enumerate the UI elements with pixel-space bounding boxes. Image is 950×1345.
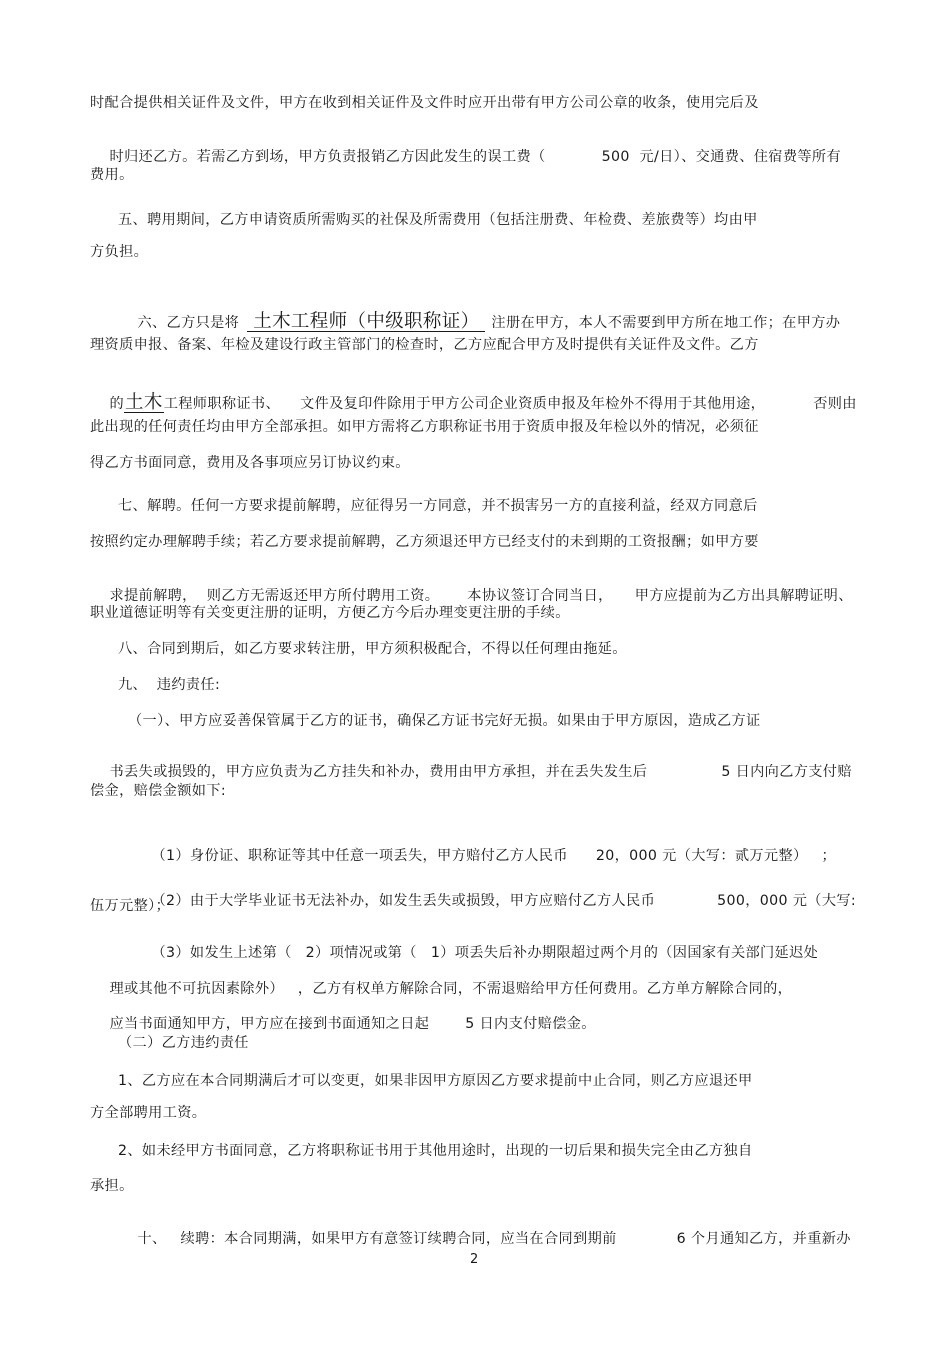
text-segment: 时归还乙方。若需乙方到场，甲方负责报销乙方因此发生的误工费（ — [109, 149, 546, 165]
text-segment: 注册在甲方，本人不需要到甲方所在地工作；在甲方办 — [491, 315, 841, 331]
text-line: 时配合提供相关证件及文件，甲方在收到相关证件及文件时应开出带有甲方公司公章的收条，使用完后及 — [90, 95, 759, 111]
text-line: 伍万元整）； — [90, 898, 171, 914]
text-segment: 500，000 元（大写: — [717, 893, 857, 909]
text-segment: 十、 — [137, 1231, 167, 1247]
text-line: 七、解聘。任何一方要求提前解聘，应征得另一方同意，并不损害另一方的直接利益，经双方同意后 — [118, 498, 758, 514]
text-line: 理资质申报、备案、年检及建设行政主管部门的检查时，乙方应配合甲方及时提供有关证件及文件。乙方 — [90, 337, 759, 353]
text-line — [118, 1212, 851, 1266]
text-line: 2、如未经甲方书面同意，乙方将职称证书用于其他用途时，出现的一切后果和损失完全由乙方独自 — [118, 1143, 753, 1159]
text-segment: ，乙方有权单方解除合同，不需退赔给甲方任何费用。乙方单方解除合同的， — [297, 981, 793, 997]
text-line: （二）乙方违约责任 — [118, 1035, 249, 1051]
text-segment: 甲方应提前为乙方出具解聘证明、 — [634, 588, 853, 604]
text-line: 八、合同到期后，如乙方要求转注册，甲方须积极配合，不得以任何理由拖延。 — [118, 641, 627, 657]
text-segment: 2）项情况或第（ — [305, 945, 417, 961]
text-line: 按照约定办理解聘手续；若乙方要求提前解聘，乙方须退还甲方已经支付的未到期的工资报酬；如甲方要 — [90, 534, 759, 550]
text-segment: 六、乙方只是将 — [137, 315, 240, 331]
text-segment: 文件及复印件除用于甲方公司企业资质申报及年检外不得用于其他用途， — [300, 396, 766, 412]
text-segment: ； — [821, 848, 837, 864]
text-line: 得乙方书面同意，费用及各事项应另订协议约束。 — [90, 455, 410, 471]
text-line — [132, 874, 856, 928]
text-segment: 500 元/日）、交通费、住宿费等所有 — [601, 149, 841, 165]
text-line: （一）、甲方应妥善保管属于乙方的证书，确保乙方证书完好无损。如果由于甲方原因，造成乙方证 — [128, 713, 761, 729]
text-line: 1、乙方应在本合同期满后才可以变更，如果非因甲方原因乙方要求提前中止合同，则乙方应退还甲 — [118, 1073, 753, 1089]
text-line: 偿金，赔偿金额如下: — [90, 783, 226, 799]
text-line: 五、聘用期间，乙方申请资质所需购买的社保及所需费用（包括注册费、年检费、差旅费等）均由甲 — [118, 212, 758, 228]
page-number: 2 — [470, 1252, 479, 1267]
text-segment: 应当书面通知甲方，甲方应在接到书面通知之日起 — [109, 1016, 430, 1032]
text-segment: 书丢失或损毁的，甲方应负责为乙方挂失和补办，费用由甲方承担，并在丢失发生后 — [109, 764, 648, 780]
certificate-field: 土木工程师（中级职称证） — [247, 313, 485, 332]
text-segment: 1）项丢失后补办期限超过两个月的（因国家有关部门延迟处 — [430, 945, 819, 961]
text-line: 九、 违约责任: — [118, 677, 221, 693]
text-line: 承担。 — [90, 1178, 134, 1194]
text-segment: 6 个月通知乙方，并重新办 — [676, 1231, 851, 1247]
text-segment: 5 日内支付赔偿金。 — [465, 1016, 596, 1032]
text-segment: 20，000 元（大写：贰万元整） — [595, 848, 808, 864]
text-line: 此出现的任何责任均由甲方全部承担。如甲方需将乙方职称证书用于资质申报及年检以外的情况，必须征 — [90, 419, 759, 435]
text-segment: （1）身份证、职称证等其中任意一项丢失，甲方赔付乙方人民币 — [151, 848, 568, 864]
text-segment: 的 — [109, 396, 124, 412]
text-line — [90, 130, 841, 184]
text-segment: 理或其他不可抗因素除外） — [109, 981, 284, 997]
text-segment: 否则由 — [813, 396, 857, 412]
text-line: 费用。 — [90, 167, 134, 183]
text-segment: 本协议签订合同当日， — [467, 588, 613, 604]
text-segment: 工程师职称证书、 — [163, 396, 281, 412]
certificate-field: 土木 — [125, 392, 163, 413]
text-segment: 则乙方无需返还甲方所付聘用工资。 — [206, 588, 440, 604]
text-line: 方全部聘用工资。 — [90, 1105, 207, 1121]
text-segment: 求提前解聘， — [109, 588, 197, 604]
text-segment: （2）由于大学毕业证书无法补办，如发生丢失或损毁，甲方应赔付乙方人民币 — [151, 893, 656, 909]
text-segment: （3）如发生上述第（ — [151, 945, 292, 961]
text-segment: 续聘：本合同期满，如果甲方有意签订续聘合同，应当在合同到期前 — [180, 1231, 617, 1247]
text-line: 职业道德证明等有关变更注册的证明，方便乙方今后办理变更注册的手续。 — [90, 605, 570, 621]
text-segment: 5 日内向乙方支付赔 — [721, 764, 852, 780]
text-line: 方负担。 — [90, 244, 149, 260]
